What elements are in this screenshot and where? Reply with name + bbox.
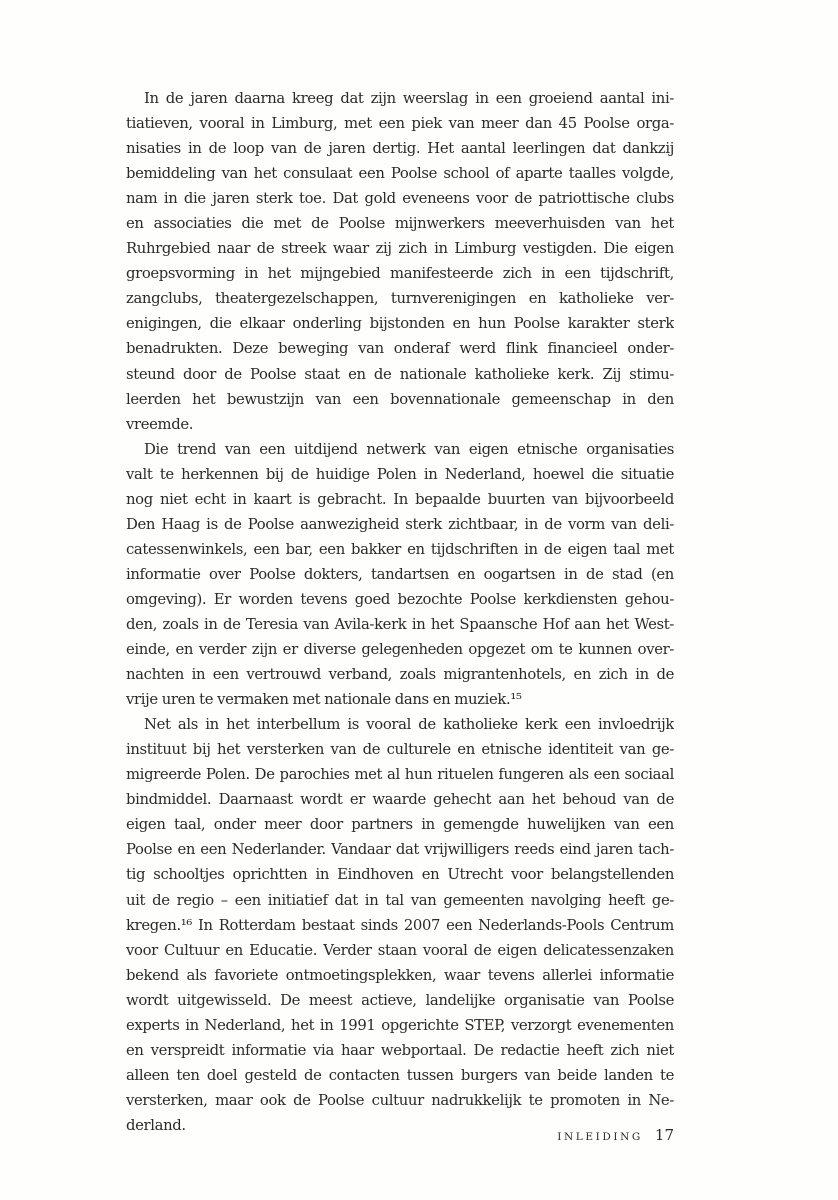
text-line: bemiddeling van het consulaat een Poolse school of aparte taalles volgde,: [126, 165, 674, 183]
text-line: tiatieven, vooral in Limburg, met een piek van meer dan 45 Poolse orga-: [126, 115, 674, 133]
text-line: instituut bij het versterken van de culturele en etnische identiteit van ge-: [126, 741, 674, 759]
text-line: en associaties die met de Poolse mijnwerkers meeverhuisden van het: [126, 215, 674, 233]
text-line: migreerde Polen. De parochies met al hun rituelen fungeren als een sociaal: [126, 766, 674, 784]
body-text: [126, 86, 674, 1138]
text-line: nam in die jaren sterk toe. Dat gold eveneens voor de patriottische clubs: [126, 190, 674, 208]
text-line: experts in Nederland, het in 1991 opgerichte STEP, verzorgt evenementen: [126, 1016, 674, 1034]
text-line: bindmiddel. Daarnaast wordt er waarde gehecht aan het behoud van de: [126, 791, 674, 809]
text-line: benadrukten. Deze beweging van onderaf werd flink financieel onder-: [126, 340, 674, 358]
text-line: eigen taal, onder meer door partners in gemengde huwelijken van een: [126, 816, 674, 834]
text-line: derland.: [126, 1116, 186, 1134]
text-line: steund door de Poolse staat en de nationale katholieke kerk. Zij stimu-: [126, 365, 674, 383]
text-line: nog niet echt in kaart is gebracht. In bepaalde buurten van bijvoorbeeld: [126, 490, 674, 508]
running-head: INLEIDING: [557, 1131, 643, 1143]
paragraph: [126, 86, 674, 437]
text-line: Den Haag is de Poolse aanwezigheid sterk zichtbaar, in de vorm van deli-: [126, 515, 674, 533]
text-line: catessenwinkels, een bar, een bakker en tijdschriften in de eigen taal met: [126, 540, 674, 558]
text-line: vreemde.: [126, 415, 194, 433]
text-line: leerden het bewustzijn van een bovennationale gemeenschap in den: [126, 390, 674, 408]
text-line: bekend als favoriete ontmoetingsplekken, waar tevens allerlei informatie: [126, 966, 674, 984]
page-footer: [480, 1126, 674, 1148]
text-line: informatie over Poolse dokters, tandartsen en oogartsen in de stad (en: [126, 565, 674, 583]
text-line: Ruhrgebied naar de streek waar zij zich in Limburg vestigden. Die eigen: [126, 240, 674, 258]
text-line: Net als in het interbellum is vooral de katholieke kerk een invloedrijk: [144, 716, 674, 734]
text-line: tig schooltjes oprichtten in Eindhoven en Utrecht voor belangstellenden: [126, 866, 674, 884]
text-line: en verspreidt informatie via haar webportaal. De redactie heeft zich niet: [126, 1041, 674, 1059]
text-line: versterken, maar ook de Poolse cultuur nadrukkelijk te promoten in Ne-: [126, 1091, 674, 1109]
text-line: omgeving). Er worden tevens goed bezochte Poolse kerkdiensten gehou-: [126, 590, 674, 608]
paragraph: [126, 712, 674, 1138]
text-line: Poolse en een Nederlander. Vandaar dat vrijwilligers reeds eind jaren tach-: [126, 841, 674, 859]
page-number: 17: [654, 1126, 674, 1144]
text-line: den, zoals in de Teresia van Avila-kerk in het Spaansche Hof aan het West-: [126, 615, 674, 633]
text-line: zangclubs, theatergezelschappen, turnverenigingen en katholieke ver-: [126, 290, 674, 308]
text-line: groepsvorming in het mijngebied manifesteerde zich in een tijdschrift,: [126, 265, 674, 283]
text-line: kregen.¹⁶ In Rotterdam bestaat sinds 2007 een Nederlands-Pools Centrum: [126, 916, 674, 934]
text-line: wordt uitgewisseld. De meest actieve, landelijke organisatie van Poolse: [126, 991, 674, 1009]
text-line: nachten in een vertrouwd verband, zoals migrantenhotels, en zich in de: [126, 666, 674, 684]
text-line: einde, en verder zijn er diverse gelegenheden opgezet om te kunnen over-: [126, 641, 674, 659]
text-line: enigingen, die elkaar onderling bijstonden en hun Poolse karakter sterk: [126, 315, 674, 333]
text-line: vrije uren te vermaken met nationale dans en muziek.¹⁵: [126, 691, 522, 709]
text-line: Die trend van een uitdijend netwerk van eigen etnische organisaties: [144, 440, 674, 458]
text-line: voor Cultuur en Educatie. Verder staan vooral de eigen delicatessenzaken: [126, 941, 674, 959]
text-line: nisaties in de loop van de jaren dertig. Het aantal leerlingen dat dankzij: [126, 140, 674, 158]
paragraph: [126, 437, 674, 713]
text-line: valt te herkennen bij de huidige Polen in Nederland, hoewel die situatie: [126, 465, 674, 483]
text-line: uit de regio – een initiatief dat in tal van gemeenten navolging heeft ge-: [126, 891, 674, 909]
text-line: In de jaren daarna kreeg dat zijn weerslag in een groeiend aantal ini-: [144, 90, 674, 107]
text-line: alleen ten doel gesteld de contacten tussen burgers van beide landen te: [126, 1066, 674, 1084]
